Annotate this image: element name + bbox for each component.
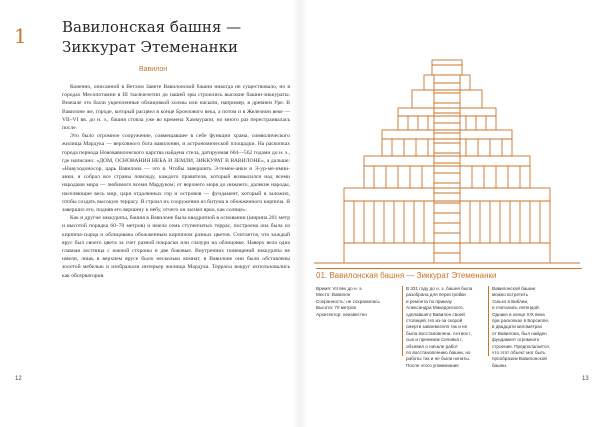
fact-line: Высота: 70 метров xyxy=(316,305,356,311)
text-line: сделавшего Вавилон своей xyxy=(406,311,465,317)
text-line: сын и преемник Селевка I, xyxy=(406,337,463,343)
text-line: Однако в конце XIX века xyxy=(492,311,545,317)
right-page xyxy=(300,0,600,427)
text-line: прообразом Вавилонской xyxy=(492,356,547,362)
text-line: башни. xyxy=(492,362,508,368)
ziggurat-illustration xyxy=(312,38,582,268)
text-line: в двадцати километрах xyxy=(492,324,542,330)
paragraph-2: Это было огромное сооружение, совмещавшее в себе функции храма, символического жилища Мардука — верховного бога вавилонян, и астрономической площадки. На раскопках города периода Нововавилонского царства найдена стела, датируемая 604—562 годами до н. э., где написано: «ДОМ, ОСНОВАНИЯ НЕБА И ЗЕМЛИ, ЗИККУРАТ В ВАВИЛОНЕ», а дальше: «Навуходоносор, царь Вавилона — это я. Чтобы завершить Э-темен-анки и Э-ур-ме-имин-анки, я собрал все страны повсюду, каждого правителя, который возвысился над всеми народами мира — любимого всеми Мардуком; от верхнего моря до нижнего, далекие народы, населяющие весь мир, царя отдаленных гор и островов — фундамент, который я заложил, чтобы создать высокую террасу. Я строил их сооружения из битума и обожженного кирпича. Я завершил его, подняв его вершину к небу, отчего он засиял ярко, как солнце». xyxy=(62,133,290,214)
text-line: и ремонта по приказу xyxy=(406,298,452,304)
text-line: и считались легендой. xyxy=(492,305,540,311)
location-subtitle: Вавилон xyxy=(139,66,168,73)
text-line: строения. Предполагается, xyxy=(492,343,551,349)
body-text xyxy=(62,83,290,280)
tier2-pilasters xyxy=(374,166,520,188)
tier-6 xyxy=(424,75,470,90)
text-line: столицей. Но из-за скорой xyxy=(406,318,463,324)
text-line: работы так и не были начаты. xyxy=(406,356,470,362)
text-line: объявил о начале работ xyxy=(406,343,458,349)
chapter-number: 1 xyxy=(14,24,27,48)
text-line: В 331 году до н. э. башня была xyxy=(406,286,473,291)
page-number-left: 12 xyxy=(15,376,22,382)
column-divider-1 xyxy=(402,286,403,356)
text-line: по восстановлению башни, но xyxy=(406,350,471,356)
text-line: Вавилонской башни xyxy=(492,286,536,291)
text-line: была восстановлена. Антиох I, xyxy=(406,330,472,336)
caption-divider xyxy=(316,268,582,269)
fact-line: Архитектор: неизвестен xyxy=(316,311,367,317)
central-staircase xyxy=(434,75,460,263)
title-line-1: Вавилонская башня — xyxy=(62,18,242,36)
base-pilasters xyxy=(354,201,540,243)
top-temple xyxy=(432,60,462,75)
tier-1 xyxy=(344,188,550,263)
column-divider-2 xyxy=(488,286,489,356)
book-gutter xyxy=(292,0,308,427)
text-line: только в Библии, xyxy=(492,298,529,304)
text-line: от Вавилона, был найден xyxy=(492,330,547,336)
history-column-1 xyxy=(406,286,486,369)
history-column-2 xyxy=(492,286,580,369)
paragraph-3: Как и другие зиккураты, башня в Вавилоне была квадратной в основании (ширина 201 метр и высотой порядка 60–70 метров) и имела семь ступенчатых террас, построена она была из кирпича-сырца и облицована обожженным кирпичом разных цветов. Считается, что каждый ярус был своего цвета за счет разной покраски или глазури на облицовке. Наверх вела одна главная лестница с южной стороны и две боковые. Внутренних помещений зиккураты не имели, лишь в верхнем ярусе было несколько комнат, в Вавилоне они были обставлены золотой мебелью и изображали интерьер жилища Мардука. Террасы вокруг использовались как обсерватория. xyxy=(62,215,290,279)
caption-title: 01. Вавилонская башня — Зиккурат Этеменанки xyxy=(316,271,497,280)
page-title xyxy=(62,17,292,57)
page-number-right: 13 xyxy=(582,376,589,382)
text-line: при раскопках в Борсиппе, xyxy=(492,318,550,324)
text-line: фундамент огромного xyxy=(492,337,540,343)
paragraph-1: Конечно, описанной в Ветхом Завете Вавилонской башни никогда не существовало, но в городах Месопотамии в III тысячелетии до нашей эры строились высокие башни-зиккураты. Вначале это были укрепленные облицовкой холмы или насыпи, например, в древнем Уре. В Вавилоне же, городе, который расцвел в конце Бронзового века, а потом и в Железном веке — VII–VI вв. до н. э., башня стояла уже во времена Хаммурапи, но много раз перестраивалась после. xyxy=(62,84,290,132)
facts-column xyxy=(316,286,396,318)
text-line: смерти завоевателя так и не xyxy=(406,324,468,330)
fact-line: Место: Вавилон xyxy=(316,292,351,298)
fact-line: Сохранность: не сохранилась xyxy=(316,298,380,304)
tier-4 xyxy=(398,108,496,130)
text-line: Александра Македонского, xyxy=(406,305,464,311)
text-line: После этого упоминания xyxy=(406,362,459,368)
text-line: можно встретить xyxy=(492,292,529,298)
fact-line: Время: VII век до н. э. xyxy=(316,286,363,291)
text-line: что этот объект мог быть xyxy=(492,350,546,356)
title-line-2: Зиккурат Этеменанки xyxy=(62,38,239,56)
text-line: разобрана для перестройки xyxy=(406,292,466,298)
